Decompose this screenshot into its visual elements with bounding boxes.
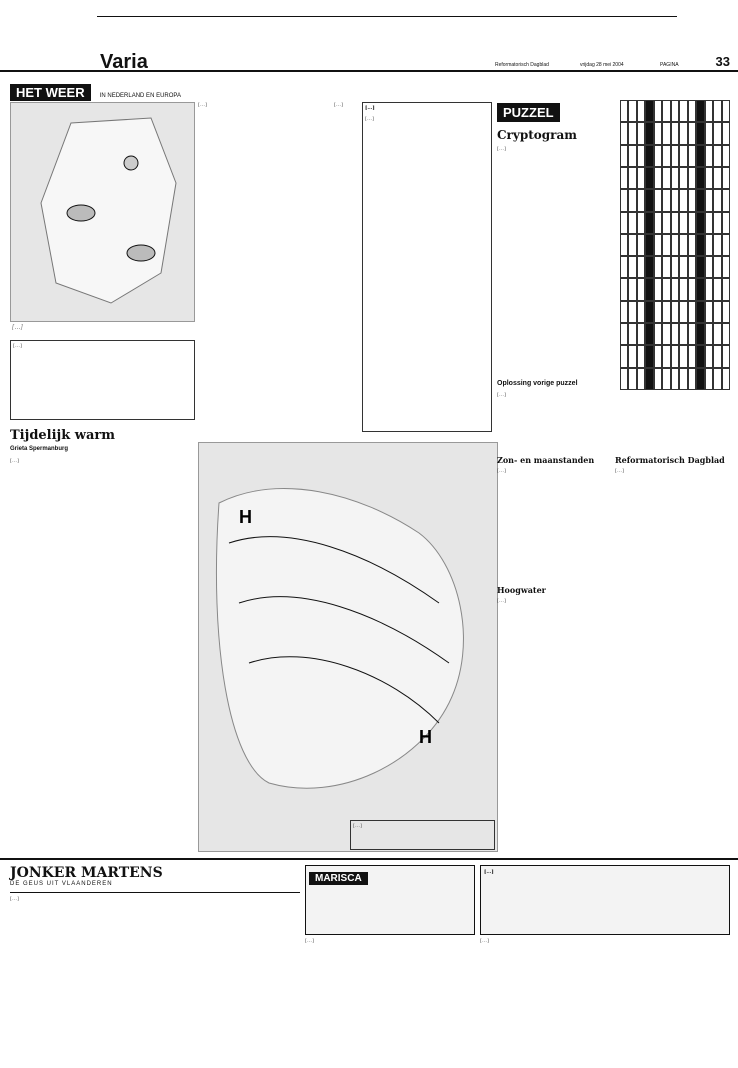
- crossword-cell[interactable]: [722, 145, 730, 167]
- header-rule: [97, 16, 677, 17]
- temperature-table: [362, 102, 492, 432]
- crossword-cell[interactable]: [654, 345, 662, 367]
- crossword-cell[interactable]: [705, 145, 713, 167]
- crossword-cell[interactable]: [671, 323, 679, 345]
- crossword-cell[interactable]: [662, 122, 670, 144]
- crossword-cell[interactable]: [679, 301, 687, 323]
- crossword-cell[interactable]: [705, 301, 713, 323]
- crossword-cell[interactable]: [679, 167, 687, 189]
- crossword-cell[interactable]: [722, 278, 730, 300]
- crossword-cell: [645, 301, 653, 323]
- synoptic-map: [198, 442, 498, 852]
- crossword-cell[interactable]: [722, 100, 730, 122]
- crossword-cell[interactable]: [628, 167, 636, 189]
- weather-article-body: […]: [10, 458, 19, 464]
- crossword-cell[interactable]: [688, 212, 696, 234]
- crossword-cell: [696, 301, 704, 323]
- crossword-cell[interactable]: [620, 368, 628, 390]
- weather-byline: Grieta Spermanburg: [10, 446, 69, 452]
- crossword-cell[interactable]: [637, 212, 645, 234]
- crossword-cell[interactable]: [637, 234, 645, 256]
- crossword-cell[interactable]: [679, 368, 687, 390]
- tides-title: Zon- en maanstanden: [497, 455, 595, 465]
- crossword-cell[interactable]: [688, 167, 696, 189]
- crossword-cell: [696, 189, 704, 211]
- crossword-cell[interactable]: [671, 234, 679, 256]
- crossword-cell[interactable]: [679, 278, 687, 300]
- weather-article-title: Tijdelijk warm: [10, 428, 116, 443]
- weather-subtitle: IN NEDERLAND EN EUROPA: [99, 93, 181, 99]
- crossword-cell[interactable]: [722, 212, 730, 234]
- crossword-cell[interactable]: [705, 212, 713, 234]
- crossword-cell: [645, 323, 653, 345]
- tides-body: […]: [497, 468, 506, 474]
- crossword-cell[interactable]: [713, 256, 721, 278]
- strip-title: […]: [484, 869, 494, 875]
- crossword-cell[interactable]: [713, 368, 721, 390]
- crossword-cell[interactable]: [722, 189, 730, 211]
- crossword-cell[interactable]: [705, 345, 713, 367]
- crossword-cell: [645, 234, 653, 256]
- crossword-cell: [696, 100, 704, 122]
- marisca-comic-panel: [305, 865, 475, 935]
- crossword-cell[interactable]: [679, 212, 687, 234]
- crossword-cell[interactable]: [688, 189, 696, 211]
- crossword-cell[interactable]: [713, 323, 721, 345]
- crossword-cell[interactable]: [620, 212, 628, 234]
- strip-body: […]: [480, 938, 489, 944]
- crossword-cell[interactable]: [671, 345, 679, 367]
- crossword-cell: [645, 167, 653, 189]
- crossword-cell[interactable]: [637, 167, 645, 189]
- crossword-cell[interactable]: [654, 100, 662, 122]
- crossword-cell: [696, 345, 704, 367]
- crossword-cell[interactable]: [679, 189, 687, 211]
- cloud-icon: [127, 245, 155, 261]
- hoogwater-body: […]: [497, 598, 506, 604]
- crossword-cell[interactable]: [654, 122, 662, 144]
- crossword-cell[interactable]: [705, 189, 713, 211]
- crossword-cell[interactable]: [662, 323, 670, 345]
- crossword-cell[interactable]: [662, 100, 670, 122]
- crossword-cell: [645, 256, 653, 278]
- marisca-body: […]: [305, 938, 314, 944]
- crossword-cell: [645, 368, 653, 390]
- crossword-cell[interactable]: [705, 323, 713, 345]
- crossword-cell[interactable]: [654, 212, 662, 234]
- forecast-strip-text: […]: [13, 343, 22, 349]
- crossword-cell[interactable]: [688, 368, 696, 390]
- crossword-cell[interactable]: [688, 278, 696, 300]
- crossword-cell[interactable]: [679, 122, 687, 144]
- crossword-cell[interactable]: [722, 122, 730, 144]
- crossword-cell[interactable]: [620, 189, 628, 211]
- crossword-cells[interactable]: [620, 100, 730, 390]
- crossword-cell[interactable]: [713, 189, 721, 211]
- crossword-grid[interactable]: [620, 100, 730, 390]
- jonker-subtitle: DE GEUS UIT VLAANDEREN: [10, 881, 113, 887]
- crossword-cell[interactable]: [722, 167, 730, 189]
- synoptic-svg: [199, 443, 499, 853]
- crossword-cell[interactable]: [705, 167, 713, 189]
- crossword-cell[interactable]: [705, 100, 713, 122]
- crossword-cell[interactable]: [637, 122, 645, 144]
- crossword-cell[interactable]: [637, 278, 645, 300]
- crossword-cell[interactable]: [654, 234, 662, 256]
- crossword-cell[interactable]: [688, 234, 696, 256]
- crossword-cell[interactable]: [679, 345, 687, 367]
- crossword-cell[interactable]: [722, 368, 730, 390]
- jonker-header: [10, 865, 300, 893]
- crossword-cell[interactable]: [688, 345, 696, 367]
- newspaper-name: Reformatorisch Dagblad: [495, 62, 549, 68]
- crossword-cell[interactable]: [688, 301, 696, 323]
- crossword-cell: [696, 256, 704, 278]
- crossword-cell[interactable]: [713, 234, 721, 256]
- crossword-cell[interactable]: [671, 368, 679, 390]
- crossword-cell[interactable]: [620, 234, 628, 256]
- crossword-cell[interactable]: [620, 323, 628, 345]
- crossword-cell[interactable]: [722, 256, 730, 278]
- crossword-cell[interactable]: [671, 122, 679, 144]
- crossword-cell[interactable]: [662, 301, 670, 323]
- crossword-cell[interactable]: [628, 189, 636, 211]
- crossword-cell[interactable]: [679, 234, 687, 256]
- crossword-cell[interactable]: [662, 234, 670, 256]
- crossword-cell[interactable]: [688, 323, 696, 345]
- crossword-cell[interactable]: [713, 212, 721, 234]
- crossword-cell[interactable]: [628, 368, 636, 390]
- crossword-cell[interactable]: [671, 167, 679, 189]
- crossword-cell: [696, 122, 704, 144]
- crossword-cell[interactable]: [713, 122, 721, 144]
- crossword-cell[interactable]: [713, 100, 721, 122]
- crossword-cell[interactable]: [620, 145, 628, 167]
- jonker-title: JONKER MARTENS: [10, 865, 163, 881]
- crossword-cell[interactable]: [679, 145, 687, 167]
- solution-title: Oplossing vorige puzzel: [497, 380, 578, 387]
- crossword-cell[interactable]: [671, 278, 679, 300]
- crossword-cell[interactable]: [662, 368, 670, 390]
- crossword-cell[interactable]: [688, 256, 696, 278]
- crossword-cell[interactable]: [637, 368, 645, 390]
- crossword-cell[interactable]: [620, 122, 628, 144]
- crossword-cell: [645, 212, 653, 234]
- crossword-cell[interactable]: [722, 345, 730, 367]
- crossword-cell[interactable]: [679, 323, 687, 345]
- crossword-cell[interactable]: [679, 256, 687, 278]
- crossword-cell[interactable]: [654, 145, 662, 167]
- crossword-cell: [696, 368, 704, 390]
- puzzle-title: PUZZEL: [497, 103, 560, 122]
- crossword-cell[interactable]: [637, 301, 645, 323]
- crossword-cell[interactable]: [654, 301, 662, 323]
- crossword-cell[interactable]: [662, 278, 670, 300]
- pagina-label: PAGINA: [660, 62, 679, 68]
- weather-map-caption: […]: [12, 324, 23, 331]
- crossword-cell[interactable]: [654, 323, 662, 345]
- crossword-cell[interactable]: [628, 278, 636, 300]
- crossword-cell[interactable]: [705, 368, 713, 390]
- crossword-cell[interactable]: [662, 189, 670, 211]
- crossword-cell[interactable]: [628, 345, 636, 367]
- high-pressure-marker: H: [239, 507, 252, 527]
- crossword-cell[interactable]: [679, 100, 687, 122]
- crossword-cell[interactable]: [705, 234, 713, 256]
- crossword-cell: [645, 345, 653, 367]
- temps-rows: […]: [365, 115, 374, 122]
- crossword-cell[interactable]: [628, 122, 636, 144]
- crossword-cell[interactable]: [662, 256, 670, 278]
- forecast-strip: [10, 340, 195, 420]
- crossword-cell[interactable]: [722, 234, 730, 256]
- nl-map-svg: [11, 103, 196, 323]
- crossword-cell[interactable]: [705, 122, 713, 144]
- europe-weather-text-2: […]: [334, 102, 343, 108]
- crossword-cell[interactable]: [662, 145, 670, 167]
- legend-items: […]: [353, 823, 362, 829]
- crossword-cell[interactable]: [628, 212, 636, 234]
- crossword-cell[interactable]: [654, 256, 662, 278]
- page-number: 33: [715, 54, 730, 69]
- crossword-cell[interactable]: [620, 301, 628, 323]
- crossword-cell: [645, 100, 653, 122]
- crossword-cell[interactable]: [637, 145, 645, 167]
- crossword-cell[interactable]: [713, 345, 721, 367]
- crossword-cell: [696, 167, 704, 189]
- crossword-cell[interactable]: [620, 100, 628, 122]
- solution-text: […]: [497, 392, 506, 398]
- comic-strip-panel: [480, 865, 730, 935]
- crossword-cell: [696, 234, 704, 256]
- crossword-cell[interactable]: [654, 368, 662, 390]
- nl-outline: [41, 118, 176, 303]
- crossword-cell[interactable]: [671, 212, 679, 234]
- sun-icon: [124, 156, 138, 170]
- crossword-cell: [645, 189, 653, 211]
- crossword-cell[interactable]: [713, 167, 721, 189]
- crossword-cell[interactable]: [671, 145, 679, 167]
- crossword-cell[interactable]: [637, 345, 645, 367]
- crossword-cell[interactable]: [620, 256, 628, 278]
- crossword-cell[interactable]: [620, 278, 628, 300]
- weather-header: [10, 82, 195, 100]
- colophon-body: […]: [615, 468, 624, 474]
- crossword-cell[interactable]: [722, 301, 730, 323]
- crossword-cell[interactable]: [628, 145, 636, 167]
- puzzle-clues: […]: [497, 146, 506, 152]
- crossword-cell[interactable]: [662, 345, 670, 367]
- cloud-icon: [67, 205, 95, 221]
- crossword-cell: [696, 278, 704, 300]
- crossword-cell: [696, 323, 704, 345]
- crossword-cell[interactable]: [671, 189, 679, 211]
- crossword-cell[interactable]: [713, 301, 721, 323]
- weather-legend: [350, 820, 495, 850]
- crossword-cell[interactable]: [628, 256, 636, 278]
- marisca-title: MARISCA: [309, 872, 368, 885]
- crossword-cell[interactable]: [713, 145, 721, 167]
- puzzle-subtitle: Cryptogram: [497, 128, 577, 142]
- crossword-cell[interactable]: [637, 256, 645, 278]
- crossword-cell: [645, 122, 653, 144]
- crossword-cell[interactable]: [654, 189, 662, 211]
- crossword-cell[interactable]: [654, 167, 662, 189]
- crossword-cell: [696, 212, 704, 234]
- section-title: Varia: [100, 51, 148, 73]
- crossword-cell: [645, 145, 653, 167]
- high-pressure-marker: H: [419, 727, 432, 747]
- crossword-cell[interactable]: [705, 278, 713, 300]
- crossword-cell[interactable]: [637, 323, 645, 345]
- crossword-cell[interactable]: [628, 301, 636, 323]
- crossword-cell[interactable]: [628, 234, 636, 256]
- crossword-cell[interactable]: [671, 100, 679, 122]
- europe-weather-text: […]: [198, 102, 207, 108]
- crossword-cell[interactable]: [688, 100, 696, 122]
- crossword-cell[interactable]: [722, 323, 730, 345]
- weather-title: HET WEER: [10, 84, 91, 101]
- bottom-rule: [0, 858, 738, 860]
- temps-header: […]: [365, 105, 375, 111]
- crossword-cell: [696, 145, 704, 167]
- colophon-title: Reformatorisch Dagblad: [615, 455, 725, 465]
- crossword-cell[interactable]: [637, 189, 645, 211]
- crossword-cell[interactable]: [628, 100, 636, 122]
- crossword-cell[interactable]: [671, 301, 679, 323]
- hoogwater-title: Hoogwater: [497, 585, 546, 595]
- crossword-cell[interactable]: [620, 345, 628, 367]
- crossword-cell: [645, 278, 653, 300]
- issue-line: vrijdag 28 mei 2004: [580, 62, 624, 68]
- crossword-cell[interactable]: [713, 278, 721, 300]
- crossword-cell[interactable]: [671, 256, 679, 278]
- crossword-cell[interactable]: [688, 145, 696, 167]
- crossword-cell[interactable]: [662, 167, 670, 189]
- crossword-cell[interactable]: [620, 167, 628, 189]
- jonker-body: […]: [10, 896, 19, 902]
- crossword-cell[interactable]: [662, 212, 670, 234]
- crossword-cell[interactable]: [637, 100, 645, 122]
- nl-weather-map: [10, 102, 195, 322]
- crossword-cell[interactable]: [688, 122, 696, 144]
- crossword-cell[interactable]: [654, 278, 662, 300]
- crossword-cell[interactable]: [705, 256, 713, 278]
- crossword-cell[interactable]: [628, 323, 636, 345]
